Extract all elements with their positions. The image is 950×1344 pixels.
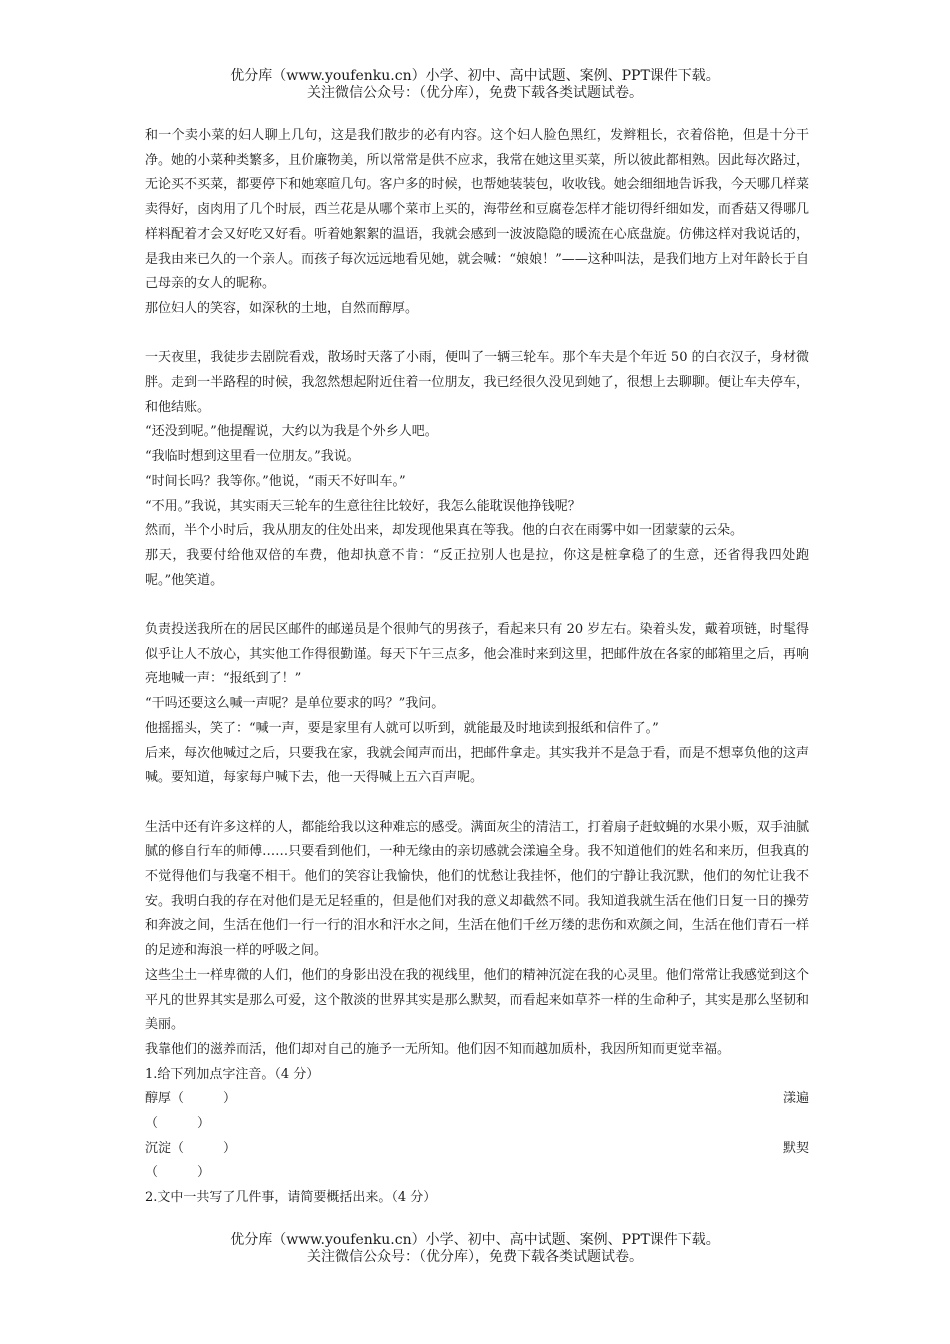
paragraph: 他摇摇头，笑了：“喊一声，要是家里有人就可以听到，就能最及时地读到报纸和信件了。” [145, 720, 659, 736]
paragraph: 然而，半个小时后，我从朋友的住处出来，却发现他果真在等我。他的白衣在雨雾中如一团蒙蒙的云朵。 [145, 523, 744, 539]
paragraph-spacer [145, 791, 809, 816]
paragraph: 生活中还有许多这样的人，都能给我以这种难忘的感受。满面灰尘的清洁工，打着扇子赶蚊蝇的水果小贩，双手油腻腻的修自行车的师傅……只要看到他们，一种无缘由的亲切感就会漾遍全身。我不知道他们的姓名和来历，但我真的不觉得他们与我毫不相干。他们的笑容让我愉快，他们的忧愁让我挂怀，他们的宁静让我沉默，他们的匆忙让我不安。我明白我的存在对他们是无足轻重的，但是他们对我的意义却截然不同。我知道我就生活在他们日复一日的操劳和奔波之间，生活在他们一行一行的泪水和汗水之间，生活在他们千丝万缕的悲伤和欢颜之间，生活在他们青石一样的足迹和海浪一样的呼吸之间。 [145, 819, 809, 959]
footer-line-2: 关注微信公众号：（优分库），免费下载各类试题试卷。 [307, 1249, 643, 1265]
pinyin-row-1 [145, 1087, 809, 1112]
paragraph: “不用。”我说，其实雨天三轮车的生意往往比较好，我怎么能耽误他挣钱呢？ [145, 498, 581, 514]
paragraph: “时间长吗？我等你。”他说，“雨天不好叫车。” [145, 473, 406, 489]
blank-moqi: （ ） [145, 1165, 211, 1181]
paragraph: 负责投送我所在的居民区邮件的邮递员是个很帅气的男孩子，看起来只有 20 岁左右。染着头发，戴着项链，时髦得似乎让人不放心，其实他工作得很勤谨。每天下午三点多，他会准时来到这里，把邮件放在各家的邮箱里之后，再响亮地喊一声：“报纸到了！” [145, 622, 809, 687]
article-body [145, 124, 809, 1211]
paragraph: 我靠他们的滋养而活，他们却对自己的施予一无所知。他们因不知而越加质朴，我因所知而更觉幸福。 [145, 1041, 731, 1057]
paragraph: 后来，每次他喊过之后，只要我在家，我就会闻声而出，把邮件拿走。其实我并不是急于看，而是不想辜负他的这声喊。要知道，每家每户喊下去，他一天得喊上五六百声呢。 [145, 745, 809, 786]
question-2: 2.文中一共写了几件事，请简要概括出来。（4 分） [145, 1190, 437, 1206]
word-yangbian: 漾遍 [782, 1091, 809, 1107]
paragraph-spacer [145, 322, 809, 347]
question-1: 1.给下列加点字注音。（4 分） [145, 1066, 320, 1082]
paragraph: 那天，我要付给他双倍的车费，他却执意不肯：“反正拉别人也是拉，你这是桩拿稳了的生意，还省得我四处跑呢。”他笑道。 [145, 547, 809, 588]
paragraph: 和一个卖小菜的妇人聊上几句，这是我们散步的必有内容。这个妇人脸色黑红，发辫粗长，衣着俗艳，但是十分干净。她的小菜种类繁多，且价廉物美，所以常常是供不应求，我常在她这里买菜，所以彼此都相熟。因此每次路过，无论买不买菜，都要停下和她寒暄几句。客户多的时候，也帮她装装包，收收钱。她会细细地告诉我，今天哪几样菜卖得好，卤肉用了几个时辰，西兰花是从哪个菜市上买的，海带丝和豆腐卷怎样才能切得纤细如发，而香菇又得哪几样料配着才会又好吃又好看。听着她絮絮的温语，我就会感到一波波隐隐的暖流在心底盘旋。仿佛这样对我说话的，是我由来已久的一个亲人。而孩子每次远远地看见她，就会喊：“娘娘！”——这种叫法，是我们地方上对年龄长于自己母亲的女人的昵称。 [145, 128, 809, 292]
header-line-2: 关注微信公众号：（优分库），免费下载各类试题试卷。 [307, 85, 643, 101]
word-chunhou: 醇厚（ ） [145, 1091, 237, 1107]
word-chendian: 沉淀（ ） [145, 1140, 237, 1156]
paragraph: 那位妇人的笑容，如深秋的土地，自然而醇厚。 [145, 300, 419, 316]
paragraph: “干吗还要这么喊一声呢？是单位要求的吗？”我问。 [145, 696, 445, 712]
paragraph-spacer [145, 593, 809, 618]
pinyin-row-2 [145, 1137, 809, 1162]
paragraph: “我临时想到这里看一位朋友。”我说。 [145, 449, 360, 465]
word-moqi: 默契 [782, 1140, 809, 1156]
page-header [0, 68, 950, 102]
paragraph: “还没到呢。”他提醒说，大约以为我是个外乡人吧。 [145, 424, 438, 440]
page-footer [0, 1232, 950, 1266]
paragraph: 一天夜里，我徒步去剧院看戏，散场时天落了小雨，便叫了一辆三轮车。那个车夫是个年近 50 的白衣汉子，身材微胖。走到一半路程的时候，我忽然想起附近住着一位朋友，我已经很久没见到她了，很想上去聊聊。便让车夫停车，和他结账。 [145, 350, 809, 415]
header-line-1: 优分库（www.youfenku.cn）小学、初中、高中试题、案例、PPT课件下载。 [230, 68, 720, 84]
paragraph: 这些尘土一样卑微的人们，他们的身影出没在我的视线里，他们的精神沉淀在我的心灵里。他们常常让我感觉到这个平凡的世界其实是那么可爱，这个散淡的世界其实是那么默契，而看起来如草芥一样的生命种子，其实是那么坚韧和美丽。 [145, 967, 809, 1033]
blank-yangbian: （ ） [145, 1116, 211, 1132]
footer-line-1: 优分库（www.youfenku.cn）小学、初中、高中试题、案例、PPT课件下载。 [230, 1232, 720, 1248]
